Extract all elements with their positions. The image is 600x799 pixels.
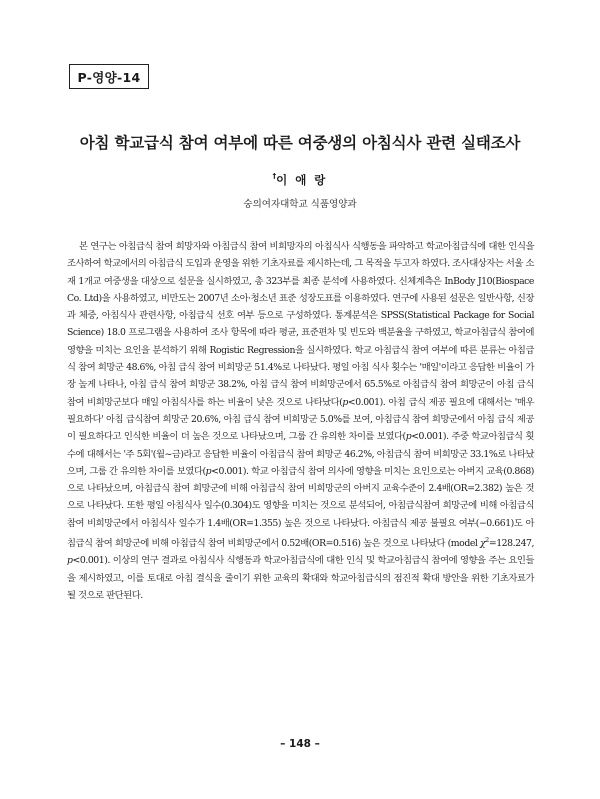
- p-value-symbol: p: [205, 465, 212, 477]
- chi-square-symbol: χ: [479, 538, 486, 550]
- page-number: – 148 –: [280, 738, 320, 750]
- p-value-symbol: p: [405, 431, 412, 443]
- abstract-body: [67, 238, 534, 604]
- author-name: 이 애 랑: [276, 173, 328, 187]
- p-value-symbol: p: [342, 396, 348, 408]
- p-value-symbol: p: [67, 555, 73, 567]
- chi-square-exponent: 2: [485, 536, 489, 545]
- abstract-paragraph: 본 연구는 아침급식 참여 희망자와 아침급식 참여 비희망자의 아침식사 식행동을 파악하고 학교아침급식에 대한 인식을 조사하여 학교에서의 아침급식 도입과 운영을 위한 기초자료를 제시하는데, 그 목적을 두고자 하였다. 조사대상자는 서울 소재 1개교 여중생을 대상으로 설문을 실시하였고, 총 323부를 최종 분석에 사용하였다. 신체계측은 InBody J10(Biospace Co. Ltd)을 사용하였고, 비만도는 2007년 소아·청소년 표준 성장도표를 이용하였다. 연구에 사용된 설문은 일반사항, 신장과 체중, 아침식사 관련사항, 아침급식 선호 여부 등으로 구성하였다. 통계분석은 SPSS(Statistical Package for Social Science) 18.0 프로그램을 사용하여 조사 항목에 따라 평균, 표준편차 및 빈도와 백분율을 구하였고, 학교아침급식 참여에 영향을 미치는 요인을 분석하기 위해 Rogistic Regression을 실시하였다. 학교 아침급식 참여 여부에 따른 분류는 아침급식 참여 희망군 48.6%, 아침 급식 참여 비희망군 51.4%로 나타났다. 평일 아침 식사 횟수는 '매일'이라고 응답한 비율이 가장 높게 나타나, 아침 급식 참여 희망군 38.2%, 아침 급식 참여 비희망군에서 65.5%로 아침급식 참여 희망군이 아침 급식 참여 비희망군보다 매일 아침식사를 하는 비율이 낮은 것으로 나타났다(p<0.001). 아침 급식 제공 필요에 대해서는 '매우 필요하다' 아침 급식참여 희망군 20.6%, 아침 급식 참여 비희망군 5.0%를 보여, 아침급식 참여 희망군에서 아침 급식 제공이 필요하다고 인식한 비율이 더 높은 것으로 나타났으며, 그룹 간 유의한 차이를 보였다(p<0.001). 주중 학교아침급식 횟수에 대해서는 '주 5회'(월~금)라고 응답한 비율이 아침급식 참여 희망군 46.2%, 아침급식 참여 비희망군 33.1%로 나타났으며, 그룹 간 유의한 차이를 보였다(p<0.001). 학교 아침급식 참여 의사에 영향을 미치는 요인으로는 아버지 교육(0.868)으로 나타났으며, 아침급식 참여 희망군에 비해 아침급식 참여 비희망군의 아버지 교육수준이 2.4배(OR=2.382) 높은 것으로 나타났다. 또한 평일 아침식사 일수(0.304)도 영향을 미치는 것으로 분석되어, 아침급식참여 희망군에 비해 아침급식 참여 비희망군에서 아침식사 일수가 1.4배(OR=1.355) 높은 것으로 나타났다. 아침급식 제공 불필요 여부(−0.661)도 아침급식 참여 희망군에 비해 아침급식 참여 비희망군에서 0.52배(OR=0.516) 높은 것으로 나타났다 (model $\chi^2=128.247$, p<0.001). 이상의 연구 결과로 아침식사 식행동과 학교아침급식에 대한 인식 및 학교아침급식 참여에 영향을 주는 요인들을 제시하였고, 이를 토대로 아침 결식을 줄이기 위한 교육의 확대와 학교아침급식의 점진적 확대 방안을 위한 기초자료가 될 것으로 판단된다.: [67, 241, 534, 602]
- session-code-box: [69, 64, 149, 89]
- corresponding-author-marker: †: [272, 172, 277, 181]
- author-line: [40, 172, 560, 188]
- paper-title: 아침 학교급식 참여 여부에 따른 여중생의 아침식사 관련 실태조사: [79, 134, 521, 152]
- author-affiliation: 숭의여자대학교 식품영양과: [243, 199, 357, 210]
- session-code: P-영양-14: [77, 69, 141, 85]
